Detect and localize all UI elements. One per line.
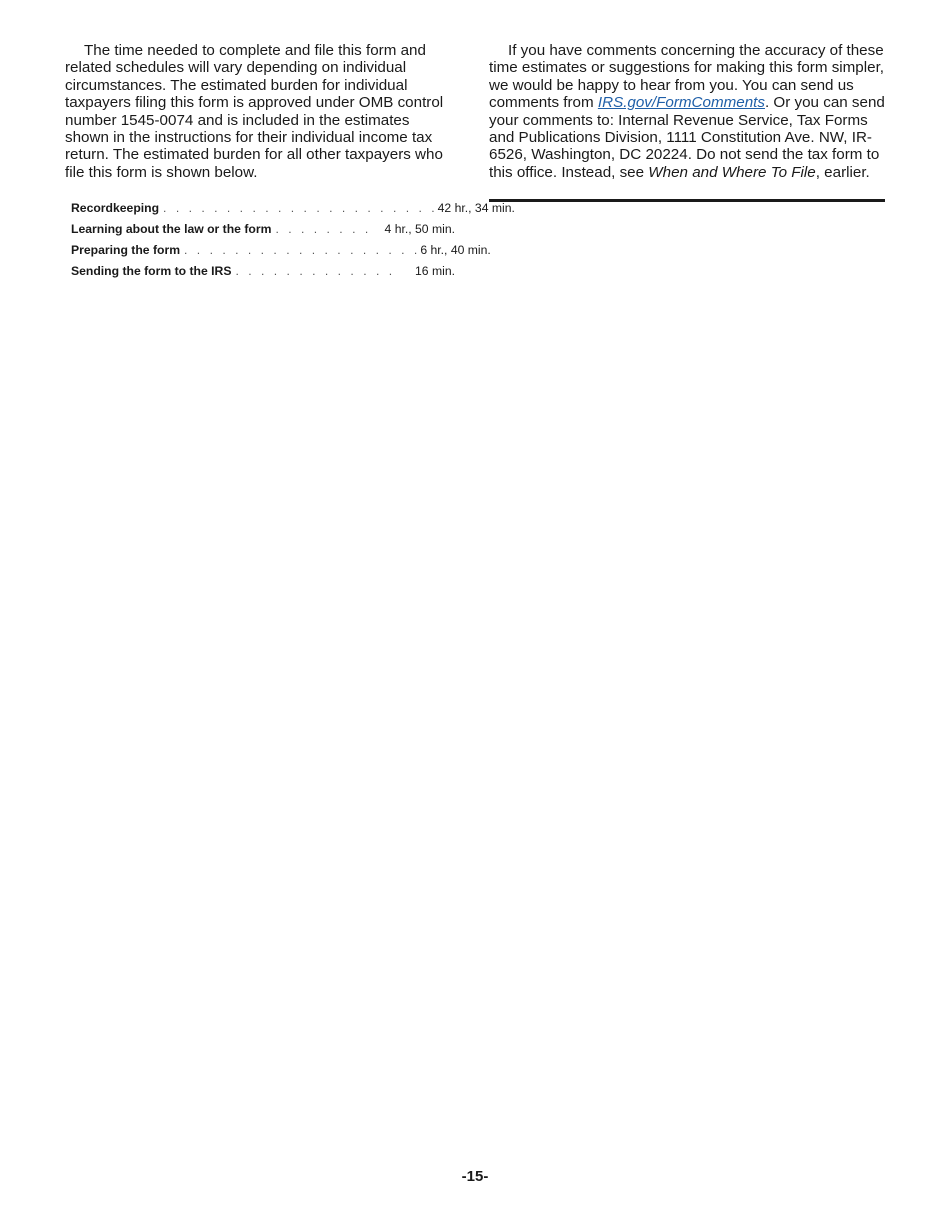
burden-value: 16 min. <box>415 264 455 279</box>
comments-text-middle: . Or you can send your comments to: Internal Revenue Service, Tax Forms and Publications Division, 1111 Constitution Ave. NW, IR-6526, Washington, DC 20224. Do not send the tax form to this office. Instead, see <box>489 94 885 181</box>
dot-leader: . . . . . . . . . . . . . . . . . . . <box>184 243 421 258</box>
burden-row-learning <box>71 222 455 243</box>
right-column <box>489 42 885 202</box>
comments-text-start: If you have comments concerning the accuracy of these time estimates or suggestions for making this form simpler, we would be happy to hear from you. You can send us comments from <box>489 42 885 112</box>
burden-value: 42 hr., 34 min. <box>437 201 515 216</box>
when-where-to-file-reference: When and Where To File <box>648 163 816 181</box>
burden-label: Recordkeeping <box>71 201 160 216</box>
burden-table <box>71 201 515 285</box>
burden-value: 6 hr., 40 min. <box>420 243 491 258</box>
dot-leader: . . . . . . . . <box>275 222 372 237</box>
comments-paragraph <box>489 42 885 181</box>
burden-row-recordkeeping <box>71 201 515 222</box>
section-end-rule <box>489 199 885 202</box>
burden-intro-paragraph: The time needed to complete and file this form and related schedules will vary depending on individual circumstances. The estimated burden for individual taxpayers filing this form is approved under OMB control number 1545-0074 and is included in the estimates shown in the instructions for their individual income tax return. The estimated burden for all other taxpayers who file this form is shown below. <box>65 42 444 181</box>
page-number: -15- <box>461 1168 489 1185</box>
burden-row-preparing <box>71 243 491 264</box>
burden-value: 4 hr., 50 min. <box>384 222 455 237</box>
form-comments-link[interactable]: IRS.gov/FormComments <box>597 94 765 112</box>
dot-leader: . . . . . . . . . . . . . . . . . . . . . . <box>163 201 438 216</box>
burden-row-sending <box>71 264 455 285</box>
left-column <box>65 42 515 285</box>
burden-label: Learning about the law or the form <box>71 222 272 237</box>
comments-text-end: , earlier. <box>815 163 870 181</box>
burden-label: Preparing the form <box>71 243 181 258</box>
dot-leader: . . . . . . . . . . . . . <box>235 264 396 279</box>
burden-label: Sending the form to the IRS <box>71 264 232 279</box>
